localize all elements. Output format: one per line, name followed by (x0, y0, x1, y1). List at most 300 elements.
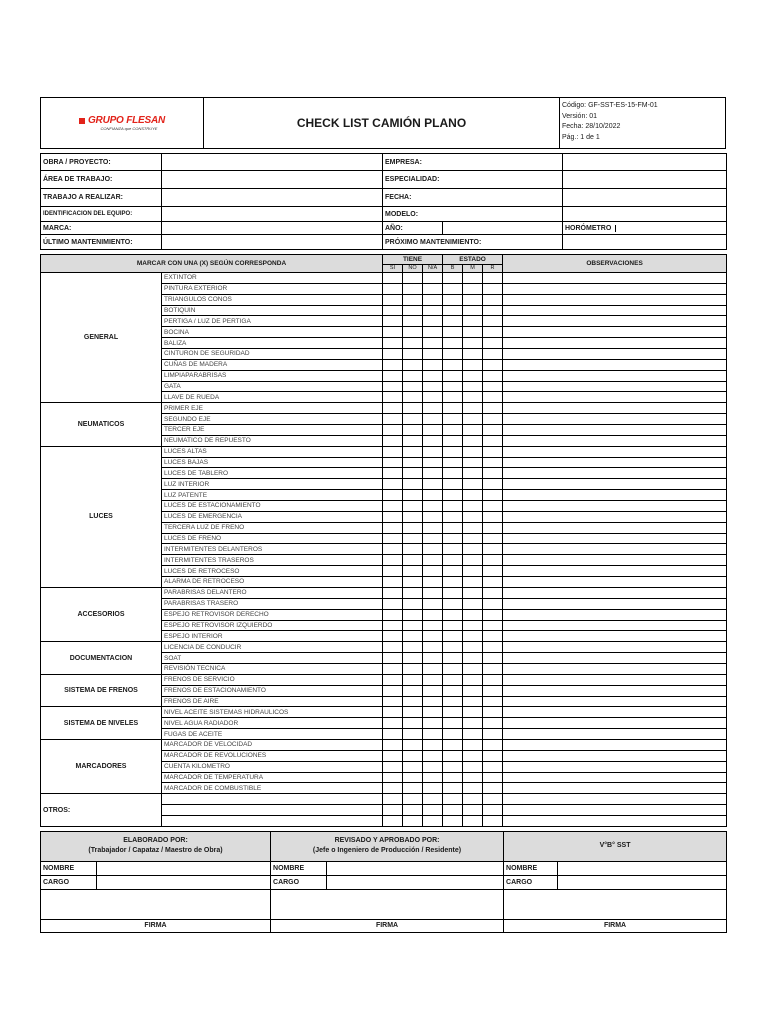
mark-cell[interactable] (423, 674, 443, 685)
mark-cell[interactable] (483, 815, 503, 826)
mark-cell[interactable] (423, 327, 443, 338)
revisado-cargo-field[interactable] (327, 875, 504, 889)
mark-cell[interactable] (383, 815, 403, 826)
mark-cell[interactable] (483, 783, 503, 794)
mark-cell[interactable] (483, 620, 503, 631)
mark-cell[interactable] (483, 522, 503, 533)
observation-cell[interactable] (503, 707, 727, 718)
otros-item-field[interactable] (162, 815, 383, 826)
mark-cell[interactable] (483, 577, 503, 588)
observation-cell[interactable] (503, 772, 727, 783)
observation-cell[interactable] (503, 663, 727, 674)
mark-cell[interactable] (383, 696, 403, 707)
observation-cell[interactable] (503, 511, 727, 522)
mark-cell[interactable] (443, 327, 463, 338)
mark-cell[interactable] (463, 370, 483, 381)
mark-cell[interactable] (463, 294, 483, 305)
mark-cell[interactable] (443, 511, 463, 522)
observation-cell[interactable] (503, 381, 727, 392)
mark-cell[interactable] (463, 381, 483, 392)
mark-cell[interactable] (463, 425, 483, 436)
mark-cell[interactable] (403, 653, 423, 664)
mark-cell[interactable] (423, 609, 443, 620)
mark-cell[interactable] (443, 729, 463, 740)
mark-cell[interactable] (383, 577, 403, 588)
mark-cell[interactable] (403, 642, 423, 653)
mark-cell[interactable] (463, 511, 483, 522)
mark-cell[interactable] (403, 359, 423, 370)
mark-cell[interactable] (383, 392, 403, 403)
mark-cell[interactable] (423, 316, 443, 327)
mark-cell[interactable] (483, 653, 503, 664)
mark-cell[interactable] (463, 685, 483, 696)
mark-cell[interactable] (403, 815, 423, 826)
mark-cell[interactable] (423, 349, 443, 360)
mark-cell[interactable] (423, 783, 443, 794)
mark-cell[interactable] (463, 316, 483, 327)
mark-cell[interactable] (423, 381, 443, 392)
observation-cell[interactable] (503, 338, 727, 349)
mark-cell[interactable] (423, 457, 443, 468)
mark-cell[interactable] (423, 718, 443, 729)
elaborado-signature-area[interactable] (41, 889, 271, 919)
mark-cell[interactable] (403, 283, 423, 294)
elaborado-cargo-field[interactable] (97, 875, 271, 889)
mark-cell[interactable] (383, 772, 403, 783)
ultimo-mantenimiento-field[interactable] (162, 235, 383, 250)
mark-cell[interactable] (383, 522, 403, 533)
mark-cell[interactable] (463, 620, 483, 631)
mark-cell[interactable] (403, 739, 423, 750)
observation-cell[interactable] (503, 533, 727, 544)
mark-cell[interactable] (483, 479, 503, 490)
mark-cell[interactable] (463, 468, 483, 479)
observation-cell[interactable] (503, 739, 727, 750)
mark-cell[interactable] (483, 718, 503, 729)
observation-cell[interactable] (503, 544, 727, 555)
mark-cell[interactable] (423, 805, 443, 816)
mark-cell[interactable] (423, 696, 443, 707)
observation-cell[interactable] (503, 761, 727, 772)
mark-cell[interactable] (383, 631, 403, 642)
mark-cell[interactable] (383, 761, 403, 772)
mark-cell[interactable] (403, 620, 423, 631)
observation-cell[interactable] (503, 577, 727, 588)
mark-cell[interactable] (483, 425, 503, 436)
mark-cell[interactable] (383, 750, 403, 761)
mark-cell[interactable] (423, 772, 443, 783)
mark-cell[interactable] (423, 544, 443, 555)
mark-cell[interactable] (443, 815, 463, 826)
observation-cell[interactable] (503, 566, 727, 577)
mark-cell[interactable] (463, 587, 483, 598)
mark-cell[interactable] (443, 642, 463, 653)
observation-cell[interactable] (503, 327, 727, 338)
mark-cell[interactable] (403, 707, 423, 718)
mark-cell[interactable] (423, 566, 443, 577)
trabajo-field[interactable] (162, 189, 383, 207)
mark-cell[interactable] (383, 273, 403, 284)
observation-cell[interactable] (503, 609, 727, 620)
mark-cell[interactable] (463, 501, 483, 512)
mark-cell[interactable] (403, 609, 423, 620)
mark-cell[interactable] (423, 392, 443, 403)
mark-cell[interactable] (483, 533, 503, 544)
mark-cell[interactable] (463, 533, 483, 544)
mark-cell[interactable] (483, 685, 503, 696)
mark-cell[interactable] (483, 490, 503, 501)
mark-cell[interactable] (403, 533, 423, 544)
mark-cell[interactable] (423, 761, 443, 772)
mark-cell[interactable] (403, 663, 423, 674)
mark-cell[interactable] (483, 631, 503, 642)
mark-cell[interactable] (443, 392, 463, 403)
mark-cell[interactable] (483, 805, 503, 816)
mark-cell[interactable] (383, 338, 403, 349)
mark-cell[interactable] (423, 685, 443, 696)
mark-cell[interactable] (423, 794, 443, 805)
mark-cell[interactable] (463, 403, 483, 414)
empresa-field[interactable] (563, 154, 727, 171)
mark-cell[interactable] (423, 294, 443, 305)
mark-cell[interactable] (483, 674, 503, 685)
mark-cell[interactable] (443, 359, 463, 370)
mark-cell[interactable] (383, 642, 403, 653)
mark-cell[interactable] (383, 739, 403, 750)
mark-cell[interactable] (383, 327, 403, 338)
mark-cell[interactable] (443, 707, 463, 718)
horometro-field[interactable] (616, 225, 726, 232)
mark-cell[interactable] (403, 631, 423, 642)
mark-cell[interactable] (403, 685, 423, 696)
elaborado-nombre-field[interactable] (97, 861, 271, 875)
mark-cell[interactable] (463, 642, 483, 653)
observation-cell[interactable] (503, 479, 727, 490)
mark-cell[interactable] (463, 707, 483, 718)
mark-cell[interactable] (423, 555, 443, 566)
mark-cell[interactable] (483, 457, 503, 468)
mark-cell[interactable] (403, 349, 423, 360)
mark-cell[interactable] (403, 370, 423, 381)
mark-cell[interactable] (483, 294, 503, 305)
area-field[interactable] (162, 171, 383, 189)
mark-cell[interactable] (463, 815, 483, 826)
mark-cell[interactable] (423, 359, 443, 370)
mark-cell[interactable] (463, 349, 483, 360)
identificacion-field[interactable] (162, 207, 383, 222)
mark-cell[interactable] (463, 663, 483, 674)
observation-cell[interactable] (503, 425, 727, 436)
mark-cell[interactable] (383, 555, 403, 566)
mark-cell[interactable] (483, 555, 503, 566)
mark-cell[interactable] (463, 794, 483, 805)
mark-cell[interactable] (483, 609, 503, 620)
mark-cell[interactable] (383, 349, 403, 360)
mark-cell[interactable] (383, 446, 403, 457)
mark-cell[interactable] (383, 316, 403, 327)
mark-cell[interactable] (403, 425, 423, 436)
observation-cell[interactable] (503, 294, 727, 305)
mark-cell[interactable] (463, 566, 483, 577)
observation-cell[interactable] (503, 305, 727, 316)
mark-cell[interactable] (443, 294, 463, 305)
mark-cell[interactable] (463, 750, 483, 761)
mark-cell[interactable] (403, 294, 423, 305)
mark-cell[interactable] (423, 729, 443, 740)
mark-cell[interactable] (383, 305, 403, 316)
mark-cell[interactable] (403, 381, 423, 392)
mark-cell[interactable] (483, 772, 503, 783)
mark-cell[interactable] (443, 468, 463, 479)
mark-cell[interactable] (403, 805, 423, 816)
mark-cell[interactable] (483, 316, 503, 327)
otros-item-field[interactable] (162, 794, 383, 805)
mark-cell[interactable] (463, 283, 483, 294)
mark-cell[interactable] (383, 359, 403, 370)
mark-cell[interactable] (383, 468, 403, 479)
mark-cell[interactable] (443, 403, 463, 414)
mark-cell[interactable] (383, 783, 403, 794)
mark-cell[interactable] (423, 490, 443, 501)
observation-cell[interactable] (503, 598, 727, 609)
observation-cell[interactable] (503, 729, 727, 740)
mark-cell[interactable] (423, 598, 443, 609)
mark-cell[interactable] (383, 794, 403, 805)
mark-cell[interactable] (403, 501, 423, 512)
mark-cell[interactable] (483, 663, 503, 674)
observation-cell[interactable] (503, 457, 727, 468)
mark-cell[interactable] (463, 696, 483, 707)
observation-cell[interactable] (503, 273, 727, 284)
mark-cell[interactable] (463, 761, 483, 772)
mark-cell[interactable] (443, 566, 463, 577)
mark-cell[interactable] (383, 425, 403, 436)
fecha-field[interactable] (563, 189, 727, 207)
mark-cell[interactable] (403, 544, 423, 555)
observation-cell[interactable] (503, 468, 727, 479)
observation-cell[interactable] (503, 718, 727, 729)
mark-cell[interactable] (443, 718, 463, 729)
mark-cell[interactable] (383, 403, 403, 414)
mark-cell[interactable] (403, 305, 423, 316)
mark-cell[interactable] (423, 501, 443, 512)
mark-cell[interactable] (403, 750, 423, 761)
mark-cell[interactable] (423, 338, 443, 349)
observation-cell[interactable] (503, 587, 727, 598)
mark-cell[interactable] (483, 739, 503, 750)
mark-cell[interactable] (443, 696, 463, 707)
mark-cell[interactable] (483, 750, 503, 761)
mark-cell[interactable] (423, 468, 443, 479)
mark-cell[interactable] (443, 522, 463, 533)
mark-cell[interactable] (403, 718, 423, 729)
mark-cell[interactable] (483, 349, 503, 360)
mark-cell[interactable] (483, 338, 503, 349)
mark-cell[interactable] (423, 739, 443, 750)
mark-cell[interactable] (403, 338, 423, 349)
observation-cell[interactable] (503, 370, 727, 381)
observation-cell[interactable] (503, 316, 727, 327)
mark-cell[interactable] (423, 283, 443, 294)
mark-cell[interactable] (443, 338, 463, 349)
mark-cell[interactable] (403, 761, 423, 772)
mark-cell[interactable] (463, 718, 483, 729)
mark-cell[interactable] (443, 479, 463, 490)
mark-cell[interactable] (483, 283, 503, 294)
mark-cell[interactable] (483, 414, 503, 425)
mark-cell[interactable] (483, 511, 503, 522)
observation-cell[interactable] (503, 283, 727, 294)
mark-cell[interactable] (443, 490, 463, 501)
mark-cell[interactable] (403, 479, 423, 490)
mark-cell[interactable] (483, 696, 503, 707)
mark-cell[interactable] (463, 392, 483, 403)
observation-cell[interactable] (503, 696, 727, 707)
mark-cell[interactable] (463, 805, 483, 816)
mark-cell[interactable] (423, 305, 443, 316)
marca-field[interactable] (162, 222, 383, 235)
mark-cell[interactable] (383, 381, 403, 392)
mark-cell[interactable] (483, 761, 503, 772)
mark-cell[interactable] (423, 522, 443, 533)
mark-cell[interactable] (483, 587, 503, 598)
observation-cell[interactable] (503, 620, 727, 631)
otros-item-field[interactable] (162, 805, 383, 816)
mark-cell[interactable] (383, 511, 403, 522)
mark-cell[interactable] (403, 729, 423, 740)
mark-cell[interactable] (483, 566, 503, 577)
mark-cell[interactable] (443, 381, 463, 392)
mark-cell[interactable] (423, 511, 443, 522)
mark-cell[interactable] (383, 501, 403, 512)
observation-cell[interactable] (503, 653, 727, 664)
mark-cell[interactable] (443, 794, 463, 805)
mark-cell[interactable] (443, 349, 463, 360)
mark-cell[interactable] (443, 685, 463, 696)
mark-cell[interactable] (443, 533, 463, 544)
mark-cell[interactable] (463, 359, 483, 370)
mark-cell[interactable] (423, 663, 443, 674)
obra-field[interactable] (162, 154, 383, 171)
mark-cell[interactable] (443, 739, 463, 750)
observation-cell[interactable] (503, 555, 727, 566)
proximo-mantenimiento-field[interactable] (563, 235, 727, 250)
mark-cell[interactable] (383, 414, 403, 425)
mark-cell[interactable] (443, 750, 463, 761)
mark-cell[interactable] (443, 425, 463, 436)
anio-field[interactable] (443, 222, 563, 235)
mark-cell[interactable] (423, 653, 443, 664)
especialidad-field[interactable] (563, 171, 727, 189)
mark-cell[interactable] (383, 490, 403, 501)
mark-cell[interactable] (423, 577, 443, 588)
mark-cell[interactable] (463, 435, 483, 446)
mark-cell[interactable] (463, 522, 483, 533)
mark-cell[interactable] (383, 294, 403, 305)
mark-cell[interactable] (443, 772, 463, 783)
mark-cell[interactable] (483, 446, 503, 457)
mark-cell[interactable] (463, 544, 483, 555)
mark-cell[interactable] (443, 414, 463, 425)
mark-cell[interactable] (443, 609, 463, 620)
mark-cell[interactable] (443, 587, 463, 598)
mark-cell[interactable] (383, 533, 403, 544)
mark-cell[interactable] (423, 370, 443, 381)
mark-cell[interactable] (463, 739, 483, 750)
mark-cell[interactable] (483, 305, 503, 316)
mark-cell[interactable] (463, 327, 483, 338)
mark-cell[interactable] (463, 414, 483, 425)
mark-cell[interactable] (483, 381, 503, 392)
mark-cell[interactable] (443, 555, 463, 566)
mark-cell[interactable] (423, 403, 443, 414)
mark-cell[interactable] (463, 338, 483, 349)
mark-cell[interactable] (463, 446, 483, 457)
observation-cell[interactable] (503, 349, 727, 360)
mark-cell[interactable] (383, 620, 403, 631)
observation-cell[interactable] (503, 794, 727, 805)
mark-cell[interactable] (463, 479, 483, 490)
mark-cell[interactable] (483, 544, 503, 555)
observation-cell[interactable] (503, 446, 727, 457)
mark-cell[interactable] (463, 273, 483, 284)
mark-cell[interactable] (483, 598, 503, 609)
mark-cell[interactable] (423, 707, 443, 718)
mark-cell[interactable] (423, 750, 443, 761)
mark-cell[interactable] (483, 435, 503, 446)
mark-cell[interactable] (463, 305, 483, 316)
mark-cell[interactable] (483, 729, 503, 740)
mark-cell[interactable] (423, 435, 443, 446)
mark-cell[interactable] (443, 805, 463, 816)
mark-cell[interactable] (403, 555, 423, 566)
mark-cell[interactable] (443, 653, 463, 664)
mark-cell[interactable] (443, 631, 463, 642)
mark-cell[interactable] (423, 533, 443, 544)
mark-cell[interactable] (383, 674, 403, 685)
mark-cell[interactable] (383, 663, 403, 674)
mark-cell[interactable] (483, 392, 503, 403)
mark-cell[interactable] (463, 457, 483, 468)
mark-cell[interactable] (483, 642, 503, 653)
mark-cell[interactable] (443, 457, 463, 468)
observation-cell[interactable] (503, 359, 727, 370)
mark-cell[interactable] (463, 772, 483, 783)
mark-cell[interactable] (483, 403, 503, 414)
mark-cell[interactable] (483, 370, 503, 381)
mark-cell[interactable] (383, 283, 403, 294)
mark-cell[interactable] (443, 370, 463, 381)
mark-cell[interactable] (403, 316, 423, 327)
mark-cell[interactable] (403, 566, 423, 577)
sst-signature-area[interactable] (504, 889, 727, 919)
mark-cell[interactable] (403, 577, 423, 588)
modelo-field[interactable] (563, 207, 727, 222)
observation-cell[interactable] (503, 435, 727, 446)
mark-cell[interactable] (443, 761, 463, 772)
mark-cell[interactable] (383, 707, 403, 718)
observation-cell[interactable] (503, 750, 727, 761)
mark-cell[interactable] (463, 783, 483, 794)
mark-cell[interactable] (403, 674, 423, 685)
mark-cell[interactable] (403, 783, 423, 794)
mark-cell[interactable] (463, 598, 483, 609)
mark-cell[interactable] (443, 577, 463, 588)
mark-cell[interactable] (463, 729, 483, 740)
mark-cell[interactable] (383, 598, 403, 609)
mark-cell[interactable] (383, 729, 403, 740)
mark-cell[interactable] (443, 273, 463, 284)
